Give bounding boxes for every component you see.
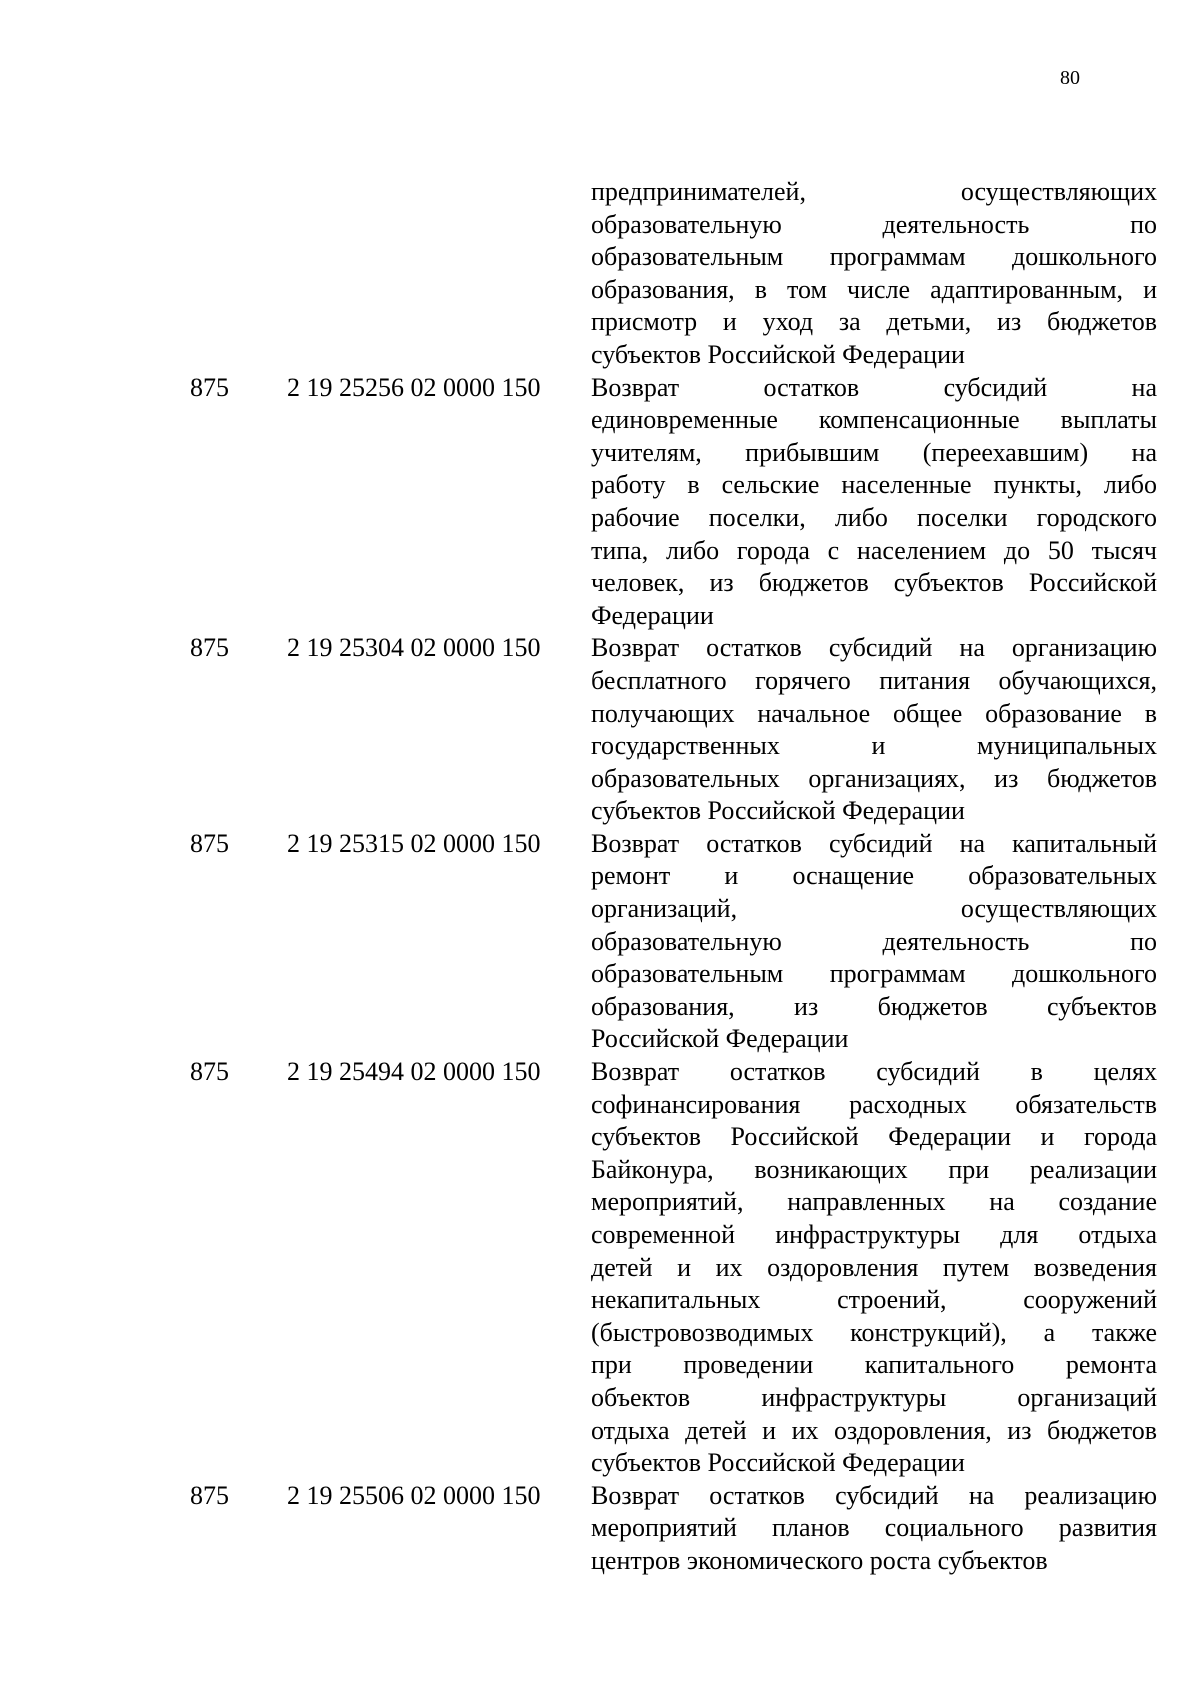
description-line: государственных и муниципальных: [591, 731, 1157, 761]
budget-classification-code: 2 19 25315 02 0000 150: [287, 828, 541, 858]
table-row: [0, 372, 1200, 633]
income-description: [591, 828, 1157, 1056]
administrator-code: 875: [190, 372, 229, 402]
description-line: образования, из бюджетов субъектов: [591, 991, 1157, 1021]
administrator-code: 875: [190, 633, 229, 663]
description-line: Байконура, возникающих при реализации: [591, 1154, 1157, 1184]
income-description: [591, 372, 1157, 633]
description-line: мероприятий планов социального развития: [591, 1513, 1157, 1543]
income-description: [591, 1056, 1157, 1480]
description-line: софинансирования расходных обязательств: [591, 1089, 1157, 1119]
description-line: человек, из бюджетов субъектов Российской: [591, 568, 1157, 598]
description-line: учителям, прибывшим (переехавшим) на: [591, 437, 1157, 467]
table-row: [0, 1056, 1200, 1480]
description-line: образования, в том числе адаптированным, и: [591, 274, 1157, 304]
page-number: 80: [1060, 67, 1080, 89]
description-line: Возврат остатков субсидий в целях: [591, 1057, 1157, 1087]
budget-classification-code: 2 19 25304 02 0000 150: [287, 633, 541, 663]
description-line: объектов инфраструктуры организаций: [591, 1382, 1157, 1412]
budget-classification-code: 2 19 25494 02 0000 150: [287, 1057, 541, 1087]
description-line: отдыха детей и их оздоровления, из бюджетов: [591, 1415, 1157, 1445]
income-description: [591, 1480, 1157, 1578]
description-line: образовательную деятельность по: [591, 209, 1157, 239]
description-line: ремонт и оснащение образовательных: [591, 861, 1157, 891]
description-line: предпринимателей, осуществляющих: [591, 177, 1157, 206]
description-line: бесплатного горячего питания обучающихся,: [591, 665, 1157, 695]
description-line: некапитальных строений, сооружений: [591, 1285, 1157, 1315]
administrator-code: 875: [190, 1480, 229, 1510]
description-line: при проведении капитального ремонта: [591, 1350, 1157, 1380]
description-line: Возврат остатков субсидий на организацию: [591, 633, 1157, 663]
description-line: субъектов Российской Федерации и города: [591, 1122, 1157, 1152]
description-line: образовательным программам дошкольного: [591, 242, 1157, 272]
table-row: [0, 176, 1200, 372]
administrator-code: 875: [190, 1057, 229, 1087]
description-line: рабочие поселки, либо поселки городского: [591, 502, 1157, 532]
description-line: присмотр и уход за детьми, из бюджетов: [591, 307, 1157, 337]
description-line: субъектов Российской Федерации: [591, 1448, 965, 1478]
description-line: типа, либо города с населением до 50 тысяч: [591, 535, 1157, 565]
table-row: [0, 1480, 1200, 1578]
description-line: работу в сельские населенные пункты, либо: [591, 470, 1157, 500]
description-line: Российской Федерации: [591, 1024, 849, 1054]
description-line: Возврат остатков субсидий на капитальный: [591, 828, 1157, 858]
income-description: [591, 176, 1157, 372]
description-line: образовательных организациях, из бюджетов: [591, 763, 1157, 793]
income-description: [591, 632, 1157, 828]
description-line: Возврат остатков субсидий на: [591, 372, 1157, 402]
description-line: субъектов Российской Федерации: [591, 339, 965, 369]
description-line: детей и их оздоровления путем возведения: [591, 1252, 1157, 1282]
description-line: единовременные компенсационные выплаты: [591, 405, 1157, 435]
description-line: мероприятий, направленных на создание: [591, 1187, 1157, 1217]
budget-classification-code: 2 19 25256 02 0000 150: [287, 372, 541, 402]
description-line: Федерации: [591, 600, 714, 630]
administrator-code: 875: [190, 828, 229, 858]
budget-classification-code: 2 19 25506 02 0000 150: [287, 1480, 541, 1510]
description-line: образовательным программам дошкольного: [591, 959, 1157, 989]
description-line: образовательную деятельность по: [591, 926, 1157, 956]
budget-classification-table: [0, 176, 1200, 1578]
description-line: современной инфраструктуры для отдыха: [591, 1220, 1157, 1249]
description-line: субъектов Российской Федерации: [591, 796, 965, 826]
description-line: центров экономического роста субъектов: [591, 1545, 1048, 1575]
table-row: [0, 828, 1200, 1056]
description-line: организаций, осуществляющих: [591, 894, 1157, 924]
description-line: Возврат остатков субсидий на реализацию: [591, 1480, 1157, 1510]
description-line: получающих начальное общее образование в: [591, 698, 1157, 728]
description-line: (быстровозводимых конструкций), а также: [591, 1317, 1157, 1347]
table-row: [0, 632, 1200, 828]
